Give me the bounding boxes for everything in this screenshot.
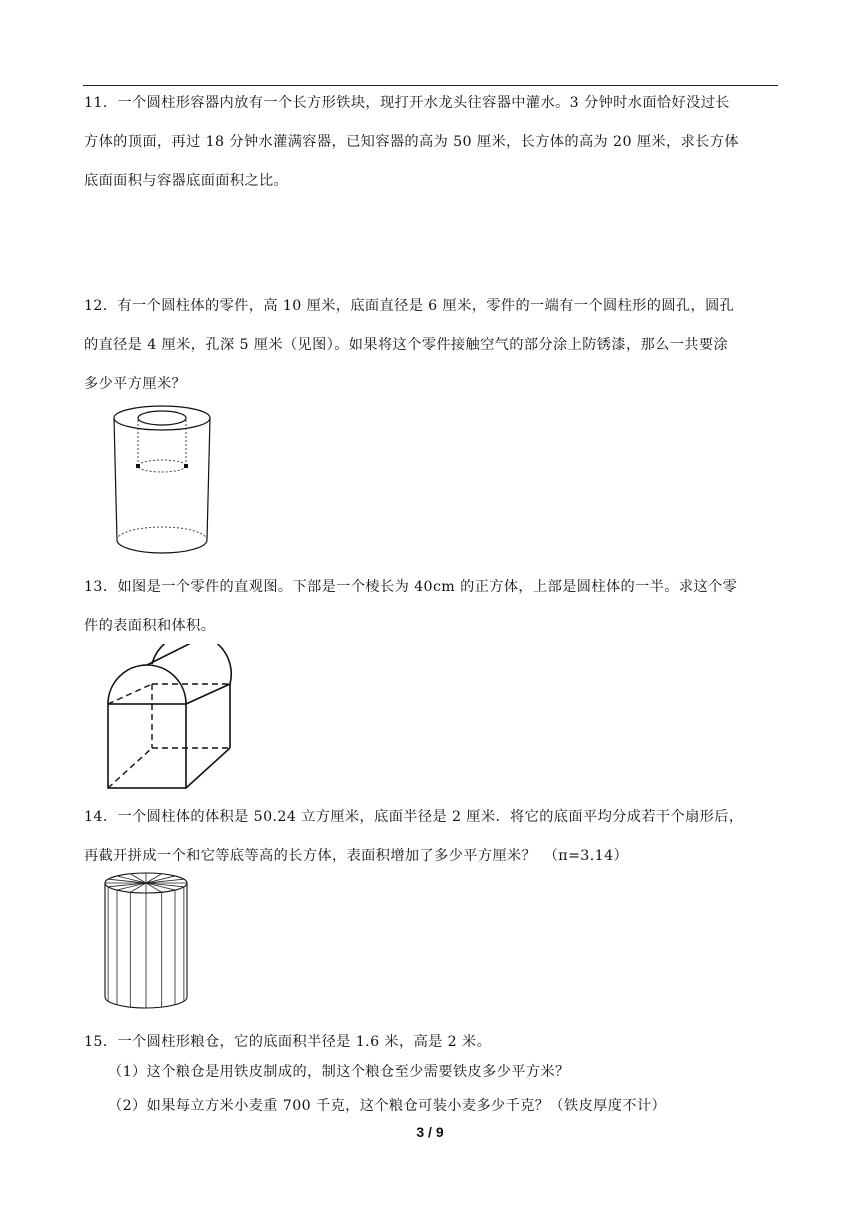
question-15	[84, 1023, 780, 1062]
sectored-cylinder-figure	[102, 871, 190, 1013]
hole-bottom-hidden	[138, 460, 186, 472]
question-11-line-3: 底面面积与容器底面面积之比。	[84, 173, 289, 189]
question-14-line-2: 再截开拼成一个和它等底等高的长方体，表面积增加了多少平方厘米？ （π=3.14）	[84, 848, 629, 864]
question-12	[84, 287, 780, 404]
cube-top-right-edge	[186, 684, 230, 704]
question-12-line-1: 12．有一个圆柱体的零件，高 10 厘米，底面直径是 6 厘米，零件的一端有一个圆柱形的圆孔，圆孔	[84, 298, 735, 314]
cube-bottom-left-hidden	[108, 748, 152, 788]
sector-lines	[105, 873, 187, 893]
question-13	[84, 568, 780, 646]
sector-radius-line	[146, 883, 175, 890]
cylinder-right-side	[207, 418, 210, 540]
cube-top-left-hidden	[108, 684, 152, 704]
question-11-line-1: 11．一个圆柱形容器内放有一个长方形铁块，现打开水龙头往容器中灌水。3 分钟时水面恰好没过长	[84, 95, 730, 111]
cube-with-half-cylinder-figure	[104, 644, 236, 792]
half-cylinder-top-edge	[147, 644, 191, 665]
hole-corner-right	[184, 464, 188, 468]
question-13-line-1: 13．如图是一个零件的直观图。下部是一个棱长为 40cm 的正方体，上部是圆柱体的一半。求这个零	[84, 579, 738, 595]
question-11	[84, 84, 780, 201]
question-12-line-2: 的直径是 4 厘米，孔深 5 厘米（见图）。如果将这个零件接触空气的部分涂上防锈漆，那么一共要涂	[84, 337, 729, 353]
question-15-line-1: 15．一个圆柱形粮仓，它的底面积半径是 1.6 米，高是 2 米。	[84, 1034, 492, 1050]
question-11-line-2: 方体的顶面，再过 18 分钟水灌满容器，已知容器的高为 50 厘米，长方体的高为 20 厘米，求长方体	[84, 134, 739, 150]
cylinder-left-side	[114, 418, 117, 540]
cube-bottom-right-edge	[186, 748, 230, 788]
hole-corner-left	[136, 464, 140, 468]
question-14-line-1: 14．一个圆柱体的体积是 50.24 立方厘米，底面半径是 2 厘米．将它的底面平均分成若干个扇形后，	[84, 809, 744, 825]
cylinder-with-hole-figure	[106, 402, 218, 558]
cylinder-bottom-back-hidden	[117, 527, 207, 540]
sector-radius-line	[117, 883, 146, 890]
question-15-sub-1: （1）这个粮仓是用铁皮制成的，制这个粮仓至少需要铁皮多少平方米？	[108, 1064, 570, 1080]
cube-front-face	[108, 704, 186, 788]
sector-radius-line	[117, 876, 146, 883]
sector-radius-line	[146, 876, 175, 883]
question-12-line-3: 多少平方厘米？	[84, 376, 187, 392]
column-lines	[108, 887, 184, 1008]
half-cylinder-back-arc	[152, 644, 231, 684]
question-13-line-2: 件的表面积和体积。	[84, 618, 216, 634]
page-number: 3 / 9	[416, 1124, 444, 1140]
hole-top-ellipse	[138, 411, 186, 425]
cylinder-top-ellipse	[114, 406, 210, 430]
question-14	[84, 798, 780, 876]
question-15-sub-2: （2）如果每立方米小麦重 700 千克，这个粮仓可装小麦多少千克？（铁皮厚度不计）	[108, 1098, 667, 1114]
cylinder-bottom-front	[117, 540, 207, 553]
